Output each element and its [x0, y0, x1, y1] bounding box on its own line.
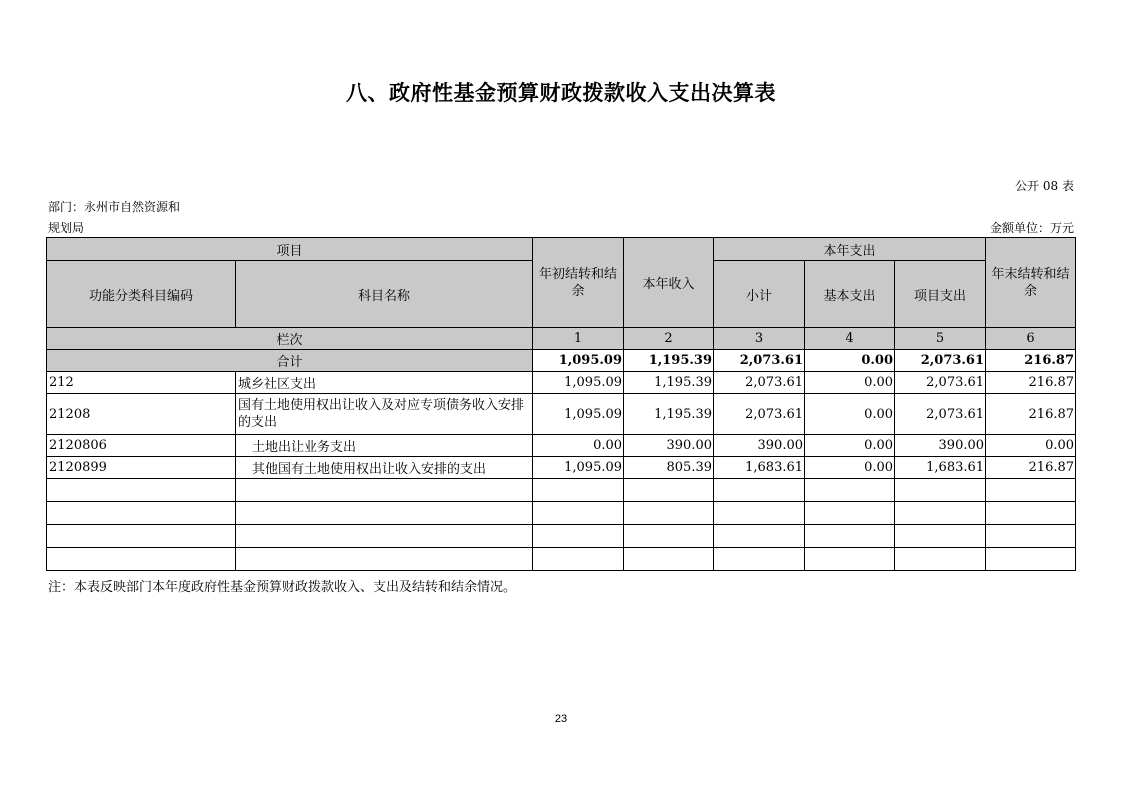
header-basic-expense: 基本支出: [805, 261, 895, 328]
value-cell: 216.87: [986, 394, 1076, 435]
header-current-year-expense: 本年支出: [714, 238, 986, 261]
header-current-income: 本年收入: [624, 238, 714, 328]
func-code-cell: 212: [47, 372, 236, 394]
total-value: 2,073.61: [714, 350, 805, 372]
empty-row: [47, 502, 1076, 525]
value-cell: 805.39: [624, 457, 714, 479]
fund-budget-table: [46, 237, 1076, 571]
value-cell: 1,683.61: [895, 457, 986, 479]
header-end-balance: 年末结转和结余: [986, 238, 1076, 328]
table-row: [47, 457, 1076, 479]
column-number: 1: [533, 328, 624, 350]
subject-name-cell: 其他国有土地使用权出让收入安排的支出: [236, 457, 533, 479]
empty-row: [47, 548, 1076, 571]
column-number: 6: [986, 328, 1076, 350]
value-cell: 1,683.61: [714, 457, 805, 479]
value-cell: 1,095.09: [533, 394, 624, 435]
value-cell: 2,073.61: [895, 394, 986, 435]
department-label-line2: 规划局: [48, 221, 85, 235]
header-func-code: 功能分类科目编码: [47, 261, 236, 328]
header-subtotal: 小计: [714, 261, 805, 328]
subject-name-cell: 城乡社区支出: [236, 372, 533, 394]
column-number: 4: [805, 328, 895, 350]
header-subject-name: 科目名称: [236, 261, 533, 328]
table-row: [47, 372, 1076, 394]
value-cell: 0.00: [805, 457, 895, 479]
empty-row: [47, 479, 1076, 502]
column-number: 3: [714, 328, 805, 350]
total-value: 2,073.61: [895, 350, 986, 372]
func-code-cell: 2120806: [47, 435, 236, 457]
page-title: 八、政府性基金预算财政拨款收入支出决算表: [346, 80, 776, 105]
value-cell: 1,095.09: [533, 372, 624, 394]
total-value: 1,095.09: [533, 350, 624, 372]
value-cell: 2,073.61: [895, 372, 986, 394]
column-number: 5: [895, 328, 986, 350]
empty-row: [47, 525, 1076, 548]
value-cell: 390.00: [624, 435, 714, 457]
header-project-expense: 项目支出: [895, 261, 986, 328]
value-cell: 1,095.09: [533, 457, 624, 479]
value-cell: 2,073.61: [714, 372, 805, 394]
total-label: 合计: [47, 350, 533, 372]
subject-name-cell: 国有土地使用权出让收入及对应专项债务收入安排的支出: [236, 394, 533, 435]
footnote: 注：本表反映部门本年度政府性基金预算财政拨款收入、支出及结转和结余情况。: [48, 580, 517, 595]
value-cell: 0.00: [805, 394, 895, 435]
table-row: [47, 394, 1076, 435]
department-label-line1: 部门：永州市自然资源和: [48, 200, 181, 214]
total-value: 216.87: [986, 350, 1076, 372]
header-begin-balance: 年初结转和结余: [533, 238, 624, 328]
column-number: 2: [624, 328, 714, 350]
value-cell: 390.00: [714, 435, 805, 457]
value-cell: 0.00: [986, 435, 1076, 457]
func-code-cell: 2120899: [47, 457, 236, 479]
value-cell: 0.00: [805, 372, 895, 394]
value-cell: 1,195.39: [624, 394, 714, 435]
value-cell: 0.00: [805, 435, 895, 457]
value-cell: 390.00: [895, 435, 986, 457]
header-project: 项目: [47, 238, 533, 261]
value-cell: 1,195.39: [624, 372, 714, 394]
page-number: 23: [554, 713, 568, 725]
table-code: 公开 08 表: [1015, 179, 1074, 193]
value-cell: 216.87: [986, 372, 1076, 394]
column-seq-label: 栏次: [47, 328, 533, 350]
value-cell: 216.87: [986, 457, 1076, 479]
func-code-cell: 21208: [47, 394, 236, 435]
value-cell: 2,073.61: [714, 394, 805, 435]
subject-name-cell: 土地出让业务支出: [236, 435, 533, 457]
value-cell: 0.00: [533, 435, 624, 457]
total-row: [47, 350, 1076, 372]
total-value: 1,195.39: [624, 350, 714, 372]
table-row: [47, 435, 1076, 457]
amount-unit: 金额单位：万元: [989, 221, 1074, 235]
total-value: 0.00: [805, 350, 895, 372]
